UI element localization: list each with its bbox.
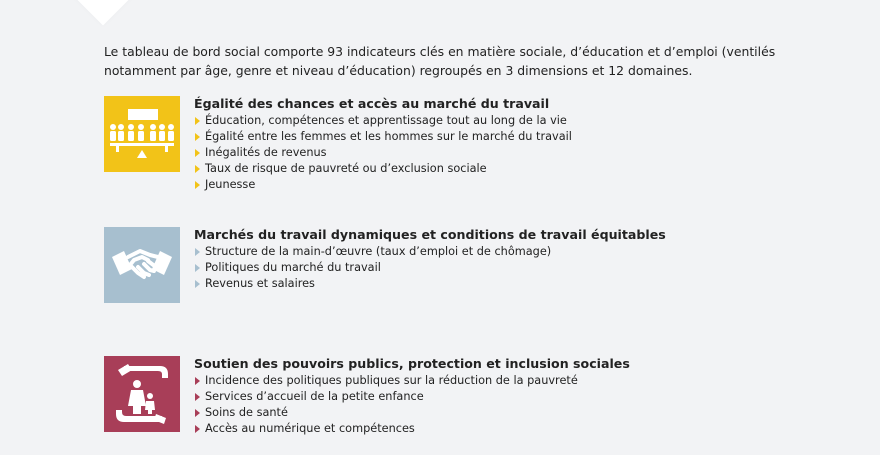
indicator-list xyxy=(194,244,794,292)
list-item: Soins de santé xyxy=(194,405,794,421)
list-item: Structure de la main-d’œuvre (taux d’emploi et de chômage) xyxy=(194,244,794,260)
list-item: Taux de risque de pauvreté ou d’exclusion sociale xyxy=(194,161,794,177)
list-item: Jeunesse xyxy=(194,177,794,193)
balance-people-icon xyxy=(104,96,180,172)
section-title: Égalité des chances et accès au marché du travail xyxy=(194,96,550,111)
bullet-arrow-icon xyxy=(195,409,200,417)
handshake-icon xyxy=(104,227,180,303)
section-content xyxy=(194,356,794,437)
bullet-arrow-icon xyxy=(195,425,200,433)
list-item: Services d’accueil de la petite enfance xyxy=(194,389,794,405)
bullet-arrow-icon xyxy=(195,377,200,385)
top-notch-decoration xyxy=(70,0,135,26)
bullet-arrow-icon xyxy=(195,248,200,256)
list-item: Inégalités de revenus xyxy=(194,145,794,161)
section-content xyxy=(194,96,794,193)
bullet-arrow-icon xyxy=(195,393,200,401)
list-item: Égalité entre les femmes et les hommes sur le marché du travail xyxy=(194,129,794,145)
section-title: Marchés du travail dynamiques et conditions de travail équitables xyxy=(194,227,666,242)
list-item: Revenus et salaires xyxy=(194,276,794,292)
list-item: Incidence des politiques publiques sur la réduction de la pauvreté xyxy=(194,373,794,389)
bullet-arrow-icon xyxy=(195,165,200,173)
list-item: Éducation, compétences et apprentissage tout au long de la vie xyxy=(194,113,794,129)
bullet-arrow-icon xyxy=(195,280,200,288)
list-item: Accès au numérique et compétences xyxy=(194,421,794,437)
bullet-arrow-icon xyxy=(195,133,200,141)
list-item: Politiques du marché du travail xyxy=(194,260,794,276)
indicator-list xyxy=(194,113,794,193)
section-content xyxy=(194,227,794,292)
indicator-list xyxy=(194,373,794,437)
bullet-arrow-icon xyxy=(195,264,200,272)
intro-paragraph: Le tableau de bord social comporte 93 indicateurs clés en matière sociale, d’éducation et d’emploi (ventilés notamment par âge, genre et niveau d’éducation) regroupés en 3 dimensions et 12 domaines. xyxy=(104,44,776,78)
bullet-arrow-icon xyxy=(195,117,200,125)
bullet-arrow-icon xyxy=(195,181,200,189)
protecting-hands-family-icon xyxy=(104,356,180,432)
section-title: Soutien des pouvoirs publics, protection et inclusion sociales xyxy=(194,356,630,371)
bullet-arrow-icon xyxy=(195,149,200,157)
